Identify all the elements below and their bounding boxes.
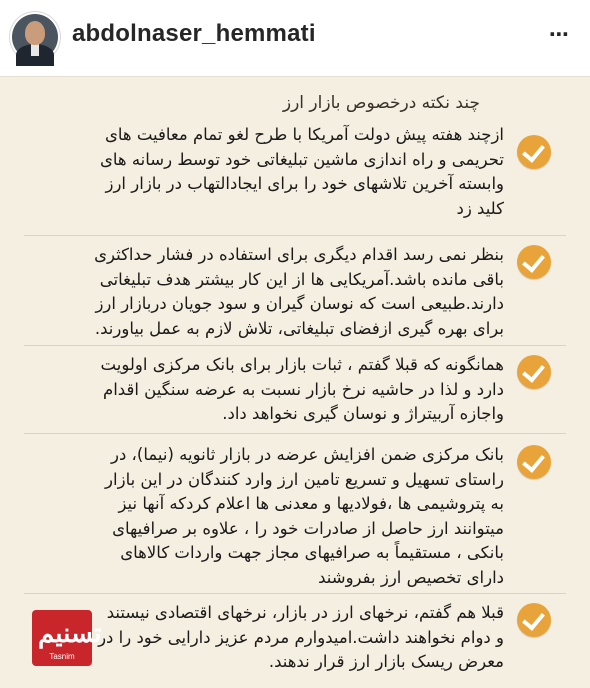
watermark-mark: تسنیم: [38, 619, 102, 649]
post-image-content: [0, 77, 590, 688]
list-item-text: ازچند هفته پیش دولت آمریکا با طرح لغو تمام معافیت های تحریمی و راه اندازی ماشین تبلیغاتی خود توسط رسانه های وابسته آخرین تلاشهای خود را برای ایجادالتهاب در بازار ارز کلید زد: [99, 125, 504, 218]
profile-avatar[interactable]: [12, 14, 58, 60]
more-options-icon[interactable]: ⋯: [549, 22, 569, 46]
list-item-text: قبلا هم گفتم، نرخهای ارز در بازار، نرخهای اقتصادی نیستند و دوام نخواهند داشت.امیدوارم مردم عزیز دارایی خود را در معرض ریسک بازار ارز قرار ندهند.: [98, 603, 504, 671]
profile-username[interactable]: abdolnaser_hemmati: [72, 20, 316, 47]
list-item-text: بانک مرکزی ضمن افزایش عرضه در بازار ثانویه (نیما)، در راستای تسهیل و تسریع تامین ارز وارد کنندگان در این بازار به پتروشیمی ها ،فولادیها و معدنی ها اعلام کردکه آنها نیز میتوانند ارز حاصل از صادرات خود را ، علاوه بر صرافیهای بانکی ، مستقیماً به صرافیهای مجاز جهت واردات کالاهای دارای تخصیص ارز بفروشند: [105, 445, 504, 587]
divider: [24, 345, 566, 346]
check-badge-icon: [517, 445, 551, 479]
check-badge-icon: [517, 355, 551, 389]
divider: [24, 433, 566, 434]
watermark-sub: Tasnim: [49, 652, 75, 661]
post-title: چند نکته درخصوص بازار ارز: [282, 93, 480, 113]
check-badge-icon: [517, 245, 551, 279]
check-badge-icon: [517, 135, 551, 169]
divider: [24, 235, 566, 236]
list-item-text: بنظر نمی رسد اقدام دیگری برای استفاده در فشار حداکثری باقی مانده باشد.آمریکایی ها از این کار بیشتر هدف تبلیغاتی دارند.طبیعی است که نوسان گیران و سود جویان دربازار ارز برای بهره گیری ازفضای تبلیغاتی، تلاش لازم به عمل بیاورند.: [94, 245, 504, 338]
post-header: [0, 0, 590, 77]
tasnim-watermark-logo: [32, 610, 102, 666]
divider: [24, 593, 566, 594]
list-item-text: همانگونه که قبلا گفتم ، ثبات بازار برای بانک مرکزی اولویت دارد و لذا در حاشیه نرخ بازار نسبت به عرضه سنگین اقدام واجازه آربیتراژ و نوسان گیری نخواهد داد.: [100, 355, 504, 423]
check-badge-icon: [517, 603, 551, 637]
